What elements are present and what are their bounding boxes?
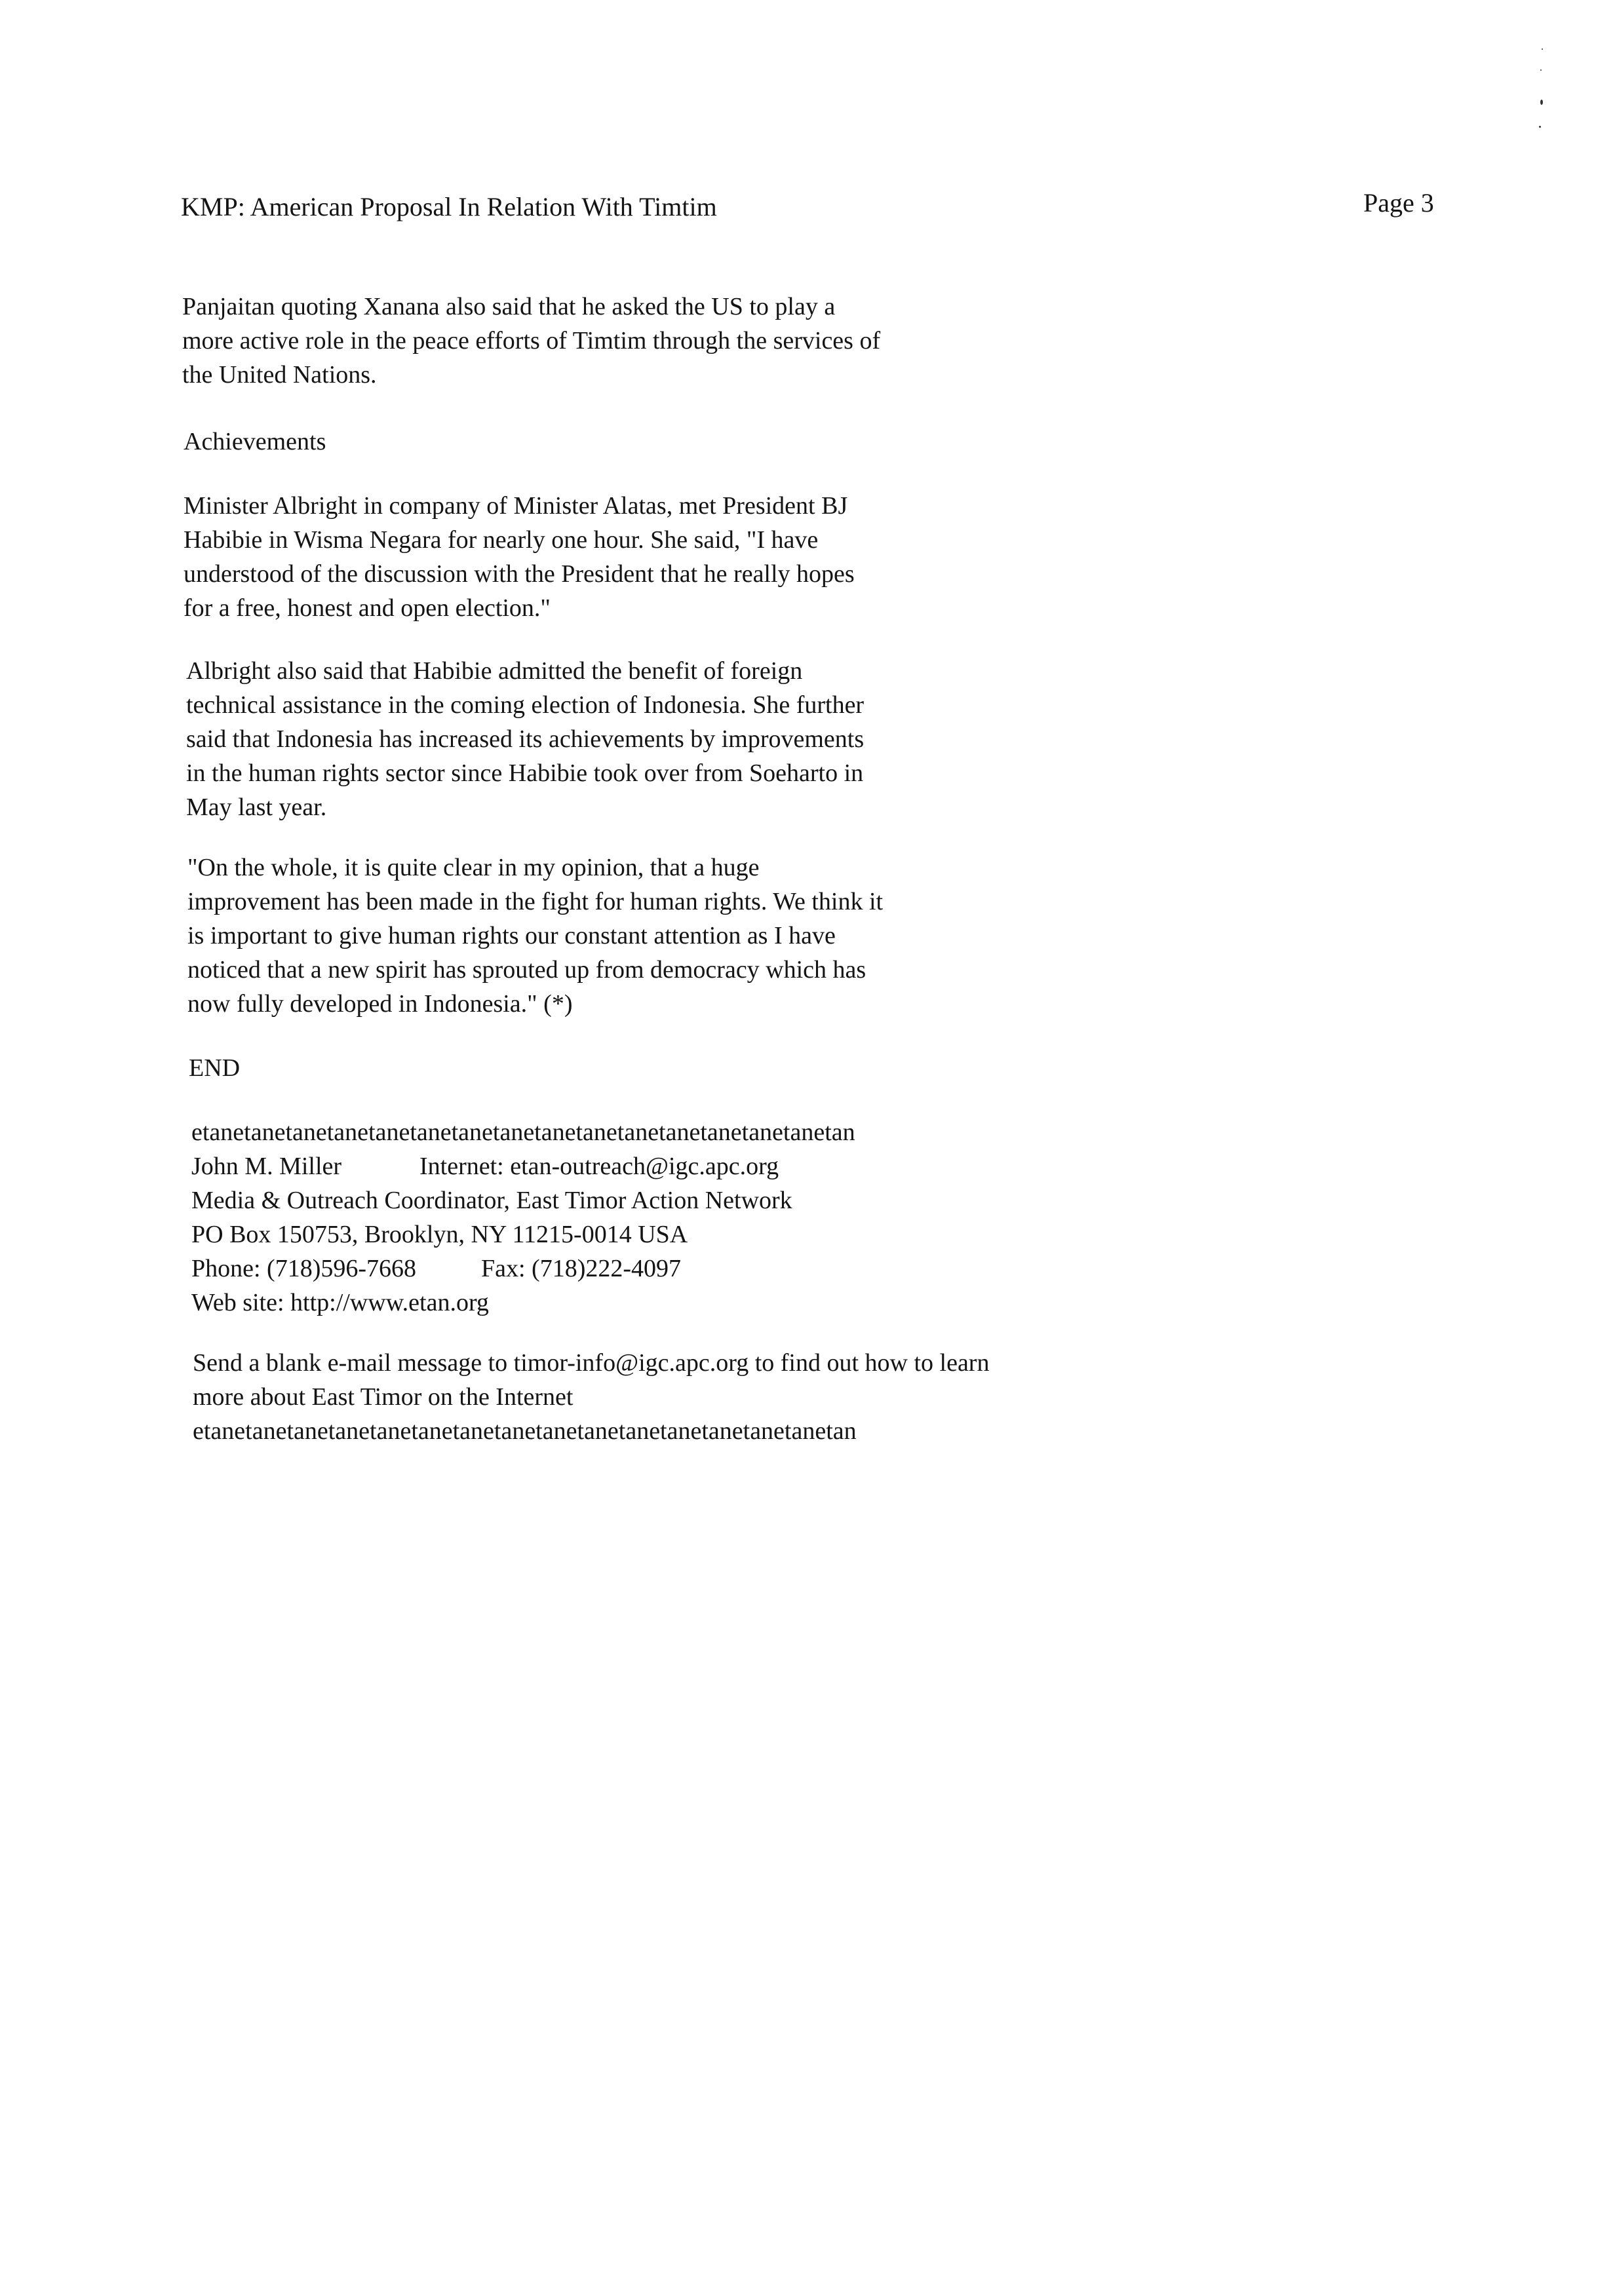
footer-block [193,1346,989,1448]
text-line: now fully developed in Indonesia." (*) [187,990,573,1018]
header-title: KMP: American Proposal In Relation With Timtim [181,192,717,221]
end-text: END [189,1054,241,1082]
scan-marks [1534,39,1547,144]
paragraph-panjaitan [182,290,880,392]
signature-block [191,1115,855,1320]
paragraph-technical-assistance [186,654,864,824]
footer-line: more about East Timor on the Internet [193,1383,574,1411]
contact-role: Media & Outreach Coordinator, East Timor Action Network [191,1187,792,1214]
text-line: the United Nations. [182,361,377,389]
contact-internet: Internet: etan-outreach@igc.apc.org [419,1153,779,1180]
text-line: for a free, honest and open election." [184,594,551,622]
name-row [191,1149,855,1183]
heading-text: Achievements [184,428,326,455]
contact-address: PO Box 150753, Brooklyn, NY 11215-0014 USA [191,1221,688,1248]
text-line: said that Indonesia has increased its achievements by improvements [186,725,865,753]
contact-fax: Fax: (718)222-4097 [481,1255,682,1282]
footer-line: Send a blank e-mail message to timor-info@igc.apc.org to find out how to learn [193,1349,990,1377]
text-line: is important to give human rights our constant attention as I have [187,922,836,949]
scan-dot [1540,100,1543,105]
separator-line: etanetanetanetanetanetanetanetanetanetanetanetanetanetanetanetan [191,1119,855,1146]
text-line: technical assistance in the coming election of Indonesia. She further [186,691,865,719]
scan-dot [1539,126,1541,128]
text-line: more active role in the peace efforts of Timtim through the services of [182,327,881,354]
text-line: Habibie in Wisma Negara for nearly one hour. She said, "I have [184,526,819,554]
page-number: Page 3 [1363,188,1434,218]
section-heading [184,425,326,459]
scan-dot [1542,48,1543,50]
text-line: Minister Albright in company of Minister Alatas, met President BJ [184,492,848,520]
text-line: improvement has been made in the fight for human rights. We think it [187,888,884,915]
text-line: understood of the discussion with the President that he really hopes [184,560,855,588]
separator-line: etanetanetanetanetanetanetanetanetanetanetanetanetanetanetanetan [193,1417,857,1445]
text-line: Panjaitan quoting Xanana also said that he asked the US to play a [182,293,836,320]
paragraph-quote [187,851,883,1021]
phone-row [191,1252,855,1286]
paragraph-albright-meeting [184,489,855,625]
end-marker [189,1051,240,1085]
text-line: Albright also said that Habibie admitted the benefit of foreign [186,657,803,685]
contact-name: John M. Miller [191,1153,342,1180]
scan-dot [1540,69,1542,71]
text-line: noticed that a new spirit has sprouted up from democracy which has [187,956,866,984]
contact-website: Web site: http://www.etan.org [191,1289,489,1316]
text-line: "On the whole, it is quite clear in my opinion, that a huge [187,854,760,881]
text-line: May last year. [186,794,327,821]
text-line: in the human rights sector since Habibie took over from Soeharto in [186,759,864,787]
contact-phone: Phone: (718)596-7668 [191,1255,417,1282]
